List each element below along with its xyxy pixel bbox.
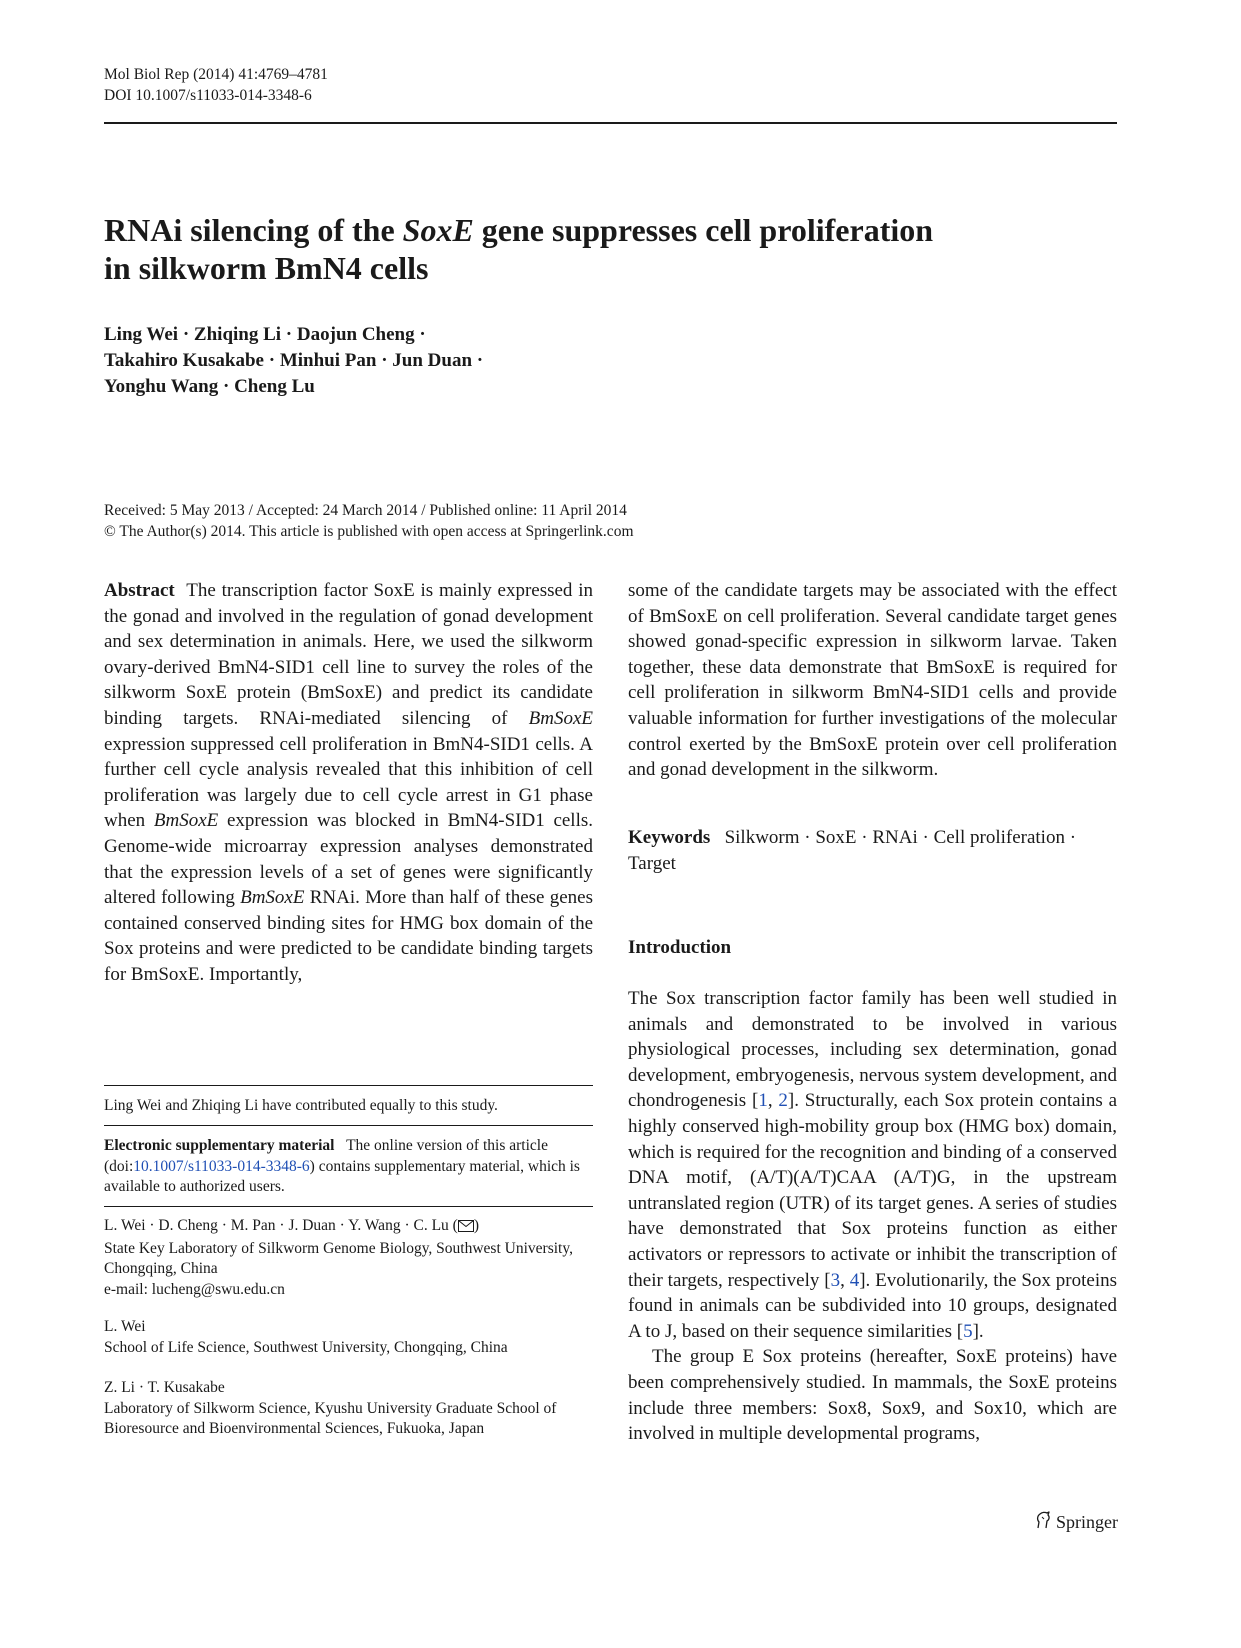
- abstract: Abstract The transcription factor SoxE is mainly expressed in the gonad and involved in the regulation of gonad development and sex determination in animals. Here, we used the silkworm ovary-derived BmN4-SID1 cell line to survey the roles of the silkworm SoxE protein (BmSoxE) and predict its candidate binding targets. RNAi-mediated silencing of BmSoxE expression suppressed cell proliferation in BmN4-SID1 cells. A further cell cycle analysis revealed that this inhibition of cell proliferation was largely due to cell cycle arrest in G1 phase when BmSoxE expression was blocked in BmN4-SID1 cells. Genome-wide microarray expression analyses demonstrated that the expression levels of a set of genes were significantly altered following BmSoxE RNAi. More than half of these genes contained conserved binding sites for HMG box domain of the Sox proteins and were predicted to be candidate binding targets for BmSoxE. Importantly,: [104, 580, 594, 985]
- supplementary-note: Electronic supplementary material The online version of this article (doi:10.1007/s11033-014-3348-6) contains supplementary material, which is available to authorized users.: [104, 1137, 580, 1195]
- citation-link-5[interactable]: 5: [963, 1320, 973, 1342]
- header-rule: [104, 122, 1117, 124]
- footnote-rule-3: [104, 1206, 593, 1207]
- citation-link-2[interactable]: 2: [778, 1090, 788, 1112]
- footnote-rule-2: [104, 1125, 593, 1126]
- journal-citation: Mol Biol Rep (2014) 41:4769–4781: [104, 66, 328, 83]
- journal-header: [104, 64, 328, 106]
- article-history: Received: 5 May 2013 / Accepted: 24 March 2014 / Published online: 11 April 2014: [104, 502, 627, 519]
- contact-email[interactable]: e-mail: lucheng@swu.edu.cn: [104, 1280, 285, 1298]
- article-title: RNAi silencing of the SoxE gene suppresses cell proliferation in silkworm BmN4 cells: [104, 212, 934, 286]
- affiliation-3: Z. Li · T. Kusakabe Laboratory of Silkworm Science, Kyushu University Graduate School of Bioresource and Bioenvironmental Sciences, Fukuoka, Japan: [104, 1379, 557, 1437]
- publisher-logo: [1034, 1510, 1118, 1535]
- abstract-continued: some of the candidate targets may be associated with the effect of BmSoxE on cell proliferation. Several candidate target genes showed gonad-specific expression in silkworm larvae. Taken together, these data demonstrate that BmSoxE is required for cell proliferation in silkworm BmN4-SID1 cells and provide valuable information for further investigations of the molecular control exerted by the BmSoxE protein over cell proliferation and gonad development in the silkworm.: [628, 580, 1117, 781]
- springer-horse-icon: [1034, 1510, 1052, 1535]
- intro-paragraph-2: The group E Sox proteins (hereafter, SoxE proteins) have been comprehensively studied. In mammals, the SoxE proteins include three members: Sox8, Sox9, and Sox10, which are involved in multiple developmental programs,: [628, 1346, 1117, 1445]
- affiliation-1: L. Wei · D. Cheng · M. Pan · J. Duan · Y. Wang · C. Lu ( ) State Key Laboratory of Silkworm Genome Biology, Southwest University, Chongqing, China e-mail: lucheng@swu.edu.cn: [104, 1216, 593, 1300]
- keywords-heading: Keywords: [628, 827, 711, 848]
- author-list: Ling Wei · Zhiqing Li · Daojun Cheng · Takahiro Kusakabe · Minhui Pan · Jun Duan · Yonghu Wang · Cheng Lu: [104, 324, 484, 397]
- citation-link-3[interactable]: 3: [830, 1269, 841, 1291]
- abstract-heading: Abstract: [104, 580, 175, 601]
- publication-dates: [104, 500, 634, 542]
- keywords-list: Silkworm · SoxE · RNAi · Cell proliferation · Target: [628, 827, 1077, 874]
- envelope-icon[interactable]: [458, 1218, 474, 1239]
- affiliation-2: L. Wei School of Life Science, Southwest University, Chongqing, China: [104, 1318, 508, 1356]
- footnote-rule-1: [104, 1085, 593, 1086]
- introduction-heading: Introduction: [628, 937, 732, 958]
- intro-paragraph-1: The Sox transcription factor family has been well studied in animals and demonstrated to be involved in various physiological processes, including sex determination, gonad development, embryogenesis, nervous system development, and chondrogenesis [1, 2]. Structurally, each Sox protein contains a highly conserved high-mobility group box (HMG box) domain, which is required for the recognition and binding of a conserved DNA motif, (A/T)(A/T)CAA (A/T)G, in the upstream untranslated region (UTR) of its target genes. A series of studies have demonstrated that Sox proteins function as either activators or repressors to activate or inhibit the transcription of their targets, respectively [3, 4]. Evolutionarily, the Sox proteins found in animals can be subdivided into 10 groups, designated A to J, based on their sequence similarities [5].: [628, 988, 1118, 1342]
- citation-link-4[interactable]: 4: [849, 1269, 860, 1291]
- title-gene-name: SoxE: [402, 212, 474, 248]
- introduction-body: [628, 986, 1117, 1447]
- keywords: [628, 825, 1117, 876]
- publisher-name: Springer: [1056, 1512, 1118, 1532]
- copyright-line: © The Author(s) 2014. This article is published with open access at Springerlink.com: [104, 523, 634, 540]
- citation-link-1[interactable]: 1: [758, 1090, 768, 1112]
- journal-doi: DOI 10.1007/s11033-014-3348-6: [104, 87, 312, 104]
- equal-contribution-note: Ling Wei and Zhiqing Li have contributed equally to this study.: [104, 1097, 498, 1114]
- supplementary-doi-link[interactable]: 10.1007/s11033-014-3348-6: [133, 1157, 310, 1175]
